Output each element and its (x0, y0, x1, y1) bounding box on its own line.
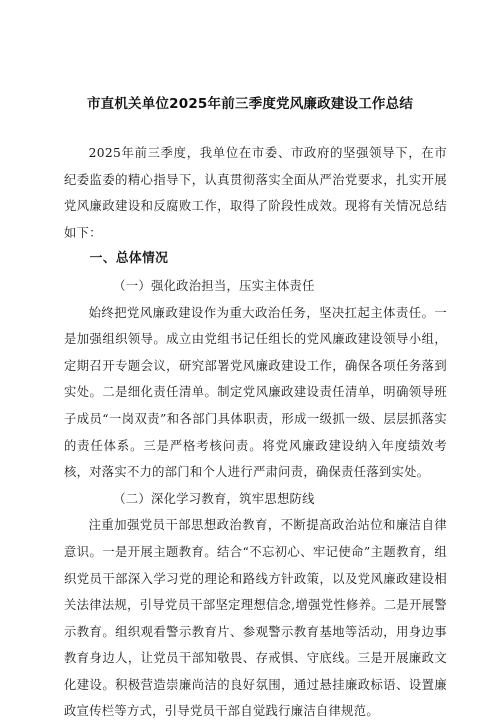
section-heading-overview: 一、总体情况 (89, 251, 169, 267)
responsibility-paragraph: 始终把党风廉政建设作为重大政治任务，坚决扛起主体责任。一是加强组织领导。成立由党组书记任组长的党风廉政建设领导小组，定期召开专题会议，研究部署党风廉政建设工作，确保各项任务落到实处。二是细化责任清单。制定党风廉政建设责任清单，明确领导班子成员“一岗双责”和各部门具体职责，形成一级抓一级、层层抓落实的责任体系。三是严格考核问责。将党风廉政建设纳入年度绩效考核，对落实不力的部门和个人进行严肃问责，确保责任落到实处。 (64, 305, 447, 480)
subsection-heading-responsibility: （一）强化政治担当，压实主体责任 (113, 278, 315, 293)
education-paragraph: 注重加强党员干部思想政治教育，不断提高政治站位和廉洁自律意识。一是开展主题教育。结合“不忘初心、牢记使命”主题教育，组织党员干部深入学习党的理论和路线方针政策，以及党风廉政建设相关法律法规，引导党员干部坚定理想信念,增强党性修养。二是开展警示教育。组织观看警示教育片、参观警示教育基地等活动，用身边事教育身边人，让党员干部知敬畏、存戒惧、守底线。三是开展廉政文化建设。积极营造崇廉尚洁的良好氛围，通过悬挂廉政标语、设置廉政宣传栏等方式，引导党员干部自觉践行廉洁自律规范。 (64, 518, 447, 719)
subsection-heading-education: （二）深化学习教育，筑牢思想防线 (113, 491, 315, 506)
document-body (64, 140, 447, 725)
document-title: 市直机关单位2025年前三季度党风廉政建设工作总结 (86, 96, 414, 112)
intro-paragraph: 2025年前三季度，我单位在市委、市政府的坚强领导下，在市纪委监委的精心指导下，认真贯彻落实全面从严治党要求，扎实开展党风廉政建设和反腐败工作，取得了阶段性成效。现将有关情况总结如下： (64, 146, 447, 240)
